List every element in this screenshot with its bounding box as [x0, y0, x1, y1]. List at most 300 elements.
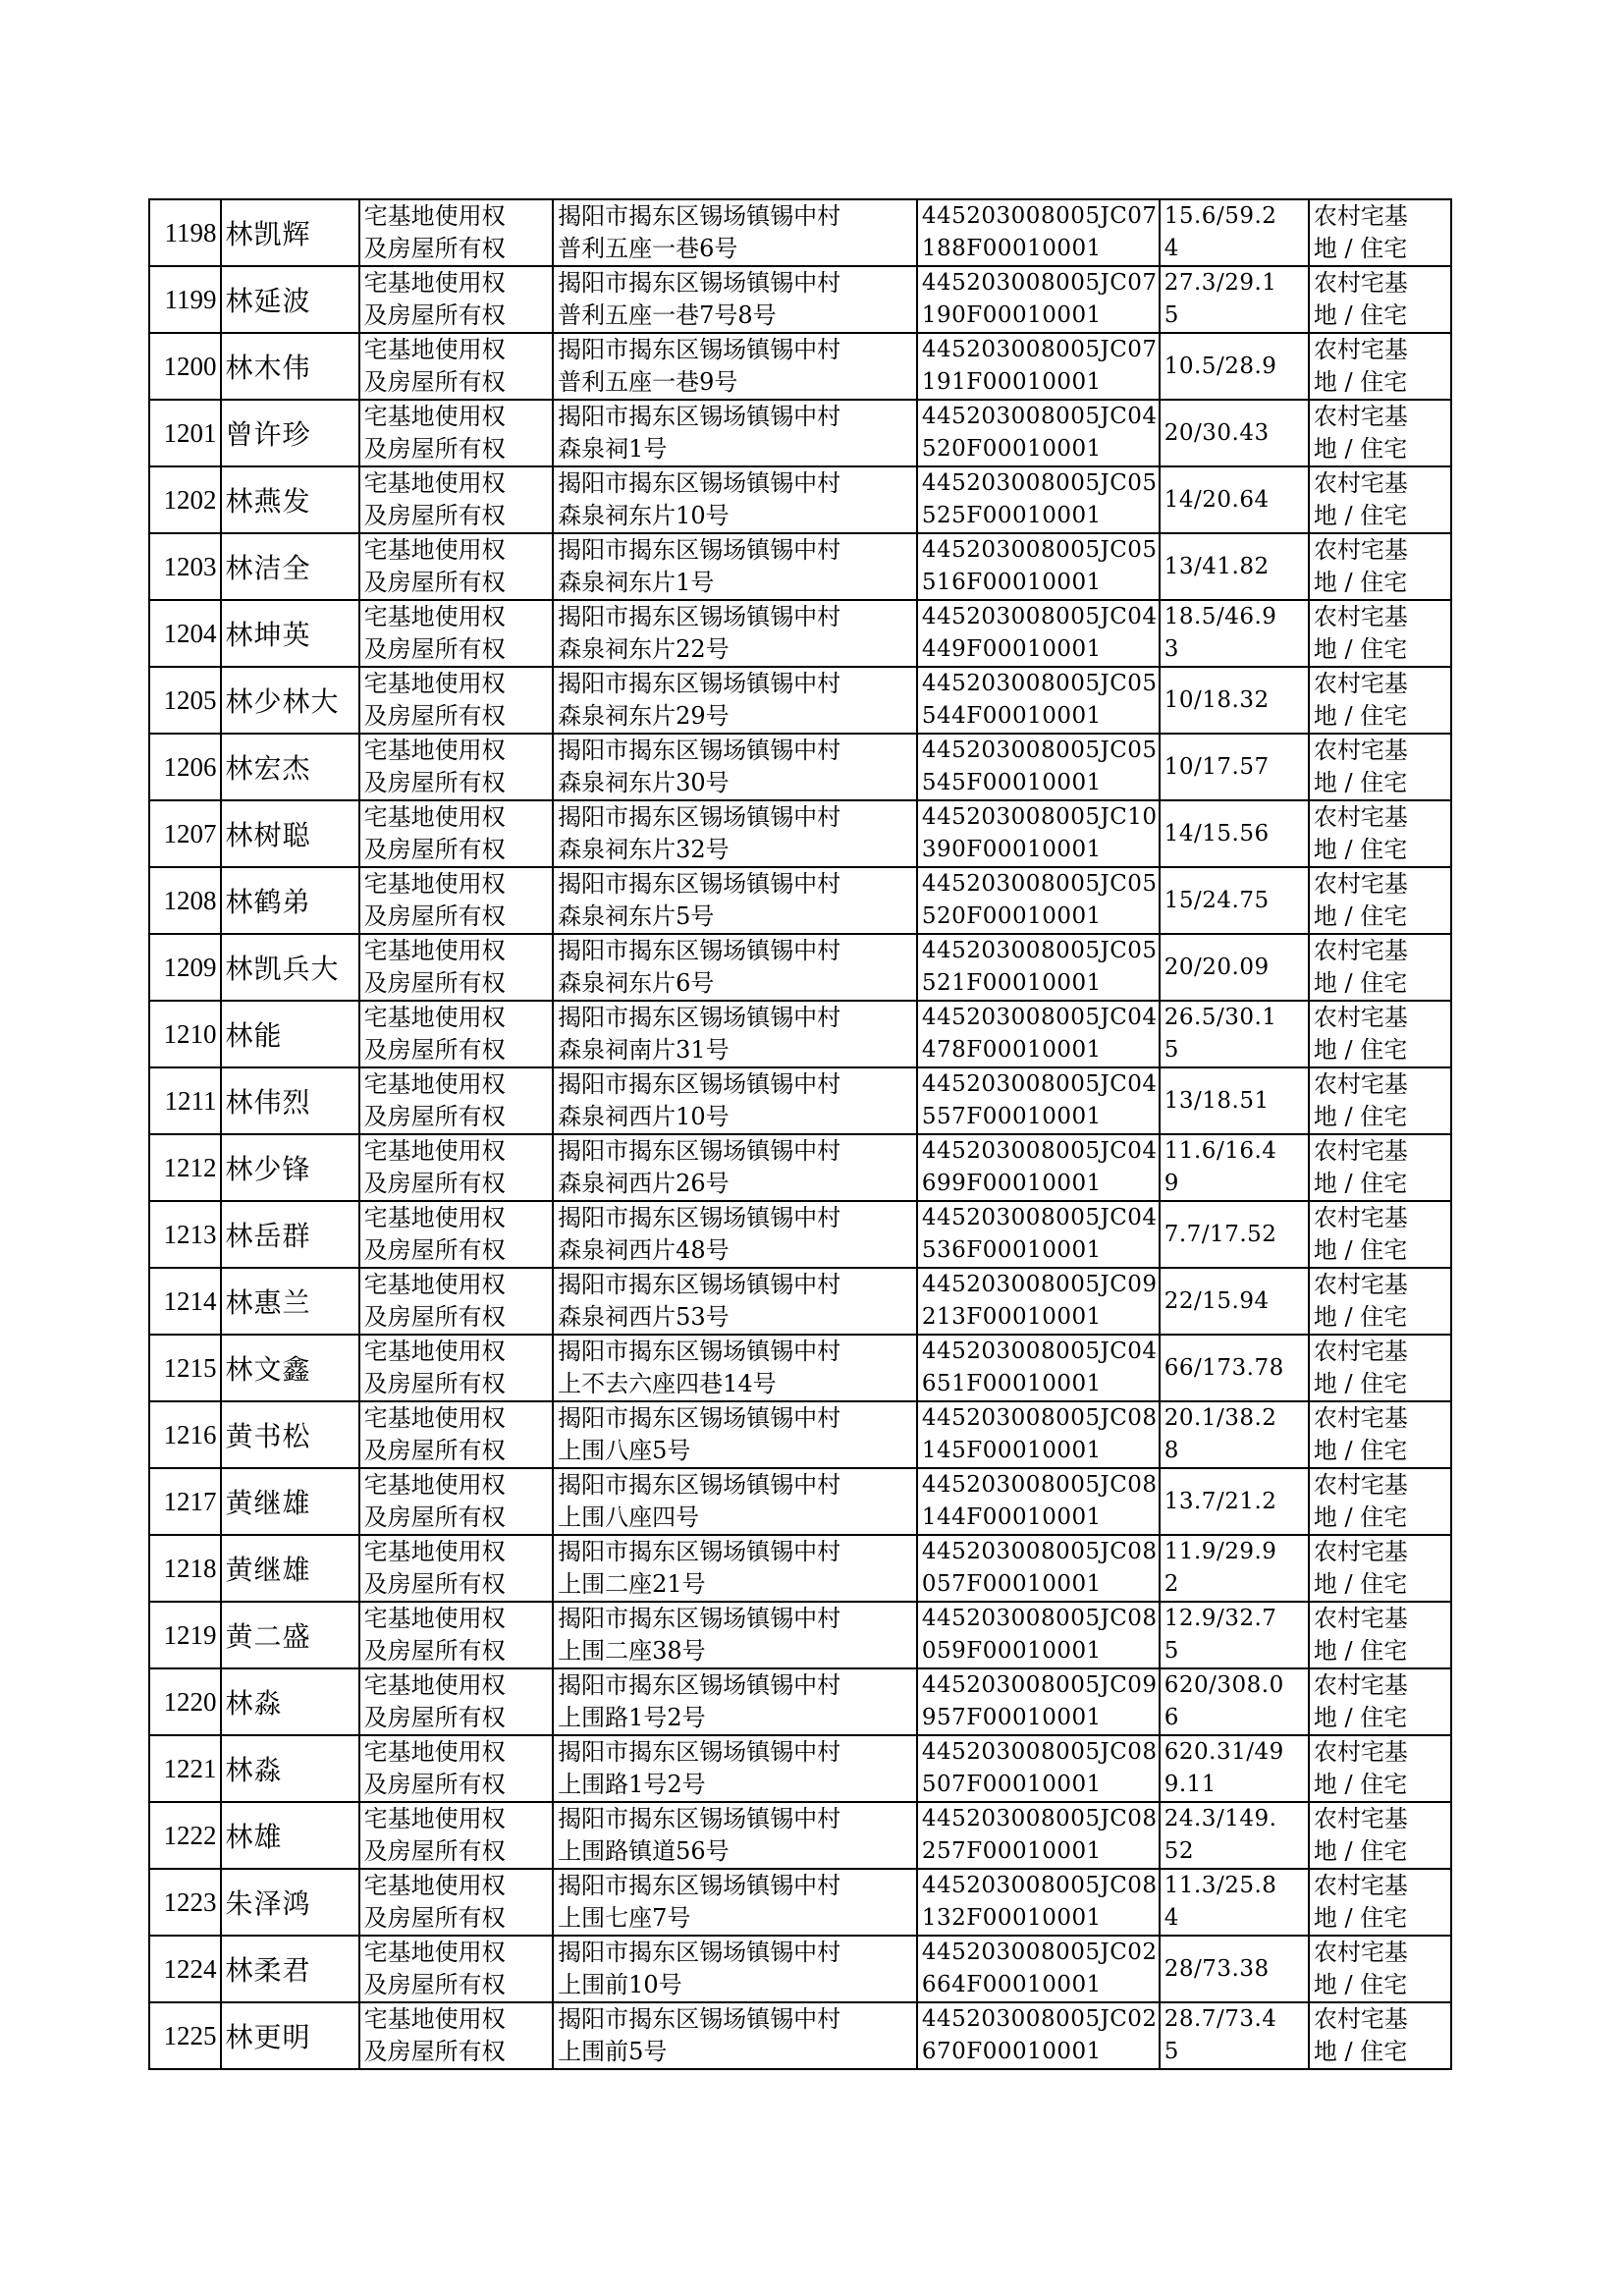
right-type-cell	[359, 2002, 553, 2069]
unit-code-line: 520F00010001	[921, 903, 1102, 929]
right-type-cell	[359, 1468, 553, 1535]
unit-code-cell	[917, 1268, 1160, 1335]
address-line: 揭阳市揭东区锡场镇锡中村	[558, 1137, 841, 1165]
address-line: 揭阳市揭东区锡场镇锡中村	[558, 1805, 841, 1832]
address-line: 森泉祠东片32号	[558, 836, 730, 863]
owner-name-cell: 林能	[221, 1001, 359, 1067]
right-type-line: 及房屋所有权	[363, 1904, 506, 1932]
row-number-cell: 1213	[149, 1201, 221, 1268]
usage-line: 地 / 住宅	[1313, 1437, 1408, 1464]
area-cell	[1160, 934, 1309, 1001]
area-line: 20/30.43	[1164, 419, 1270, 446]
right-type-line: 及房屋所有权	[363, 368, 506, 396]
address-line: 森泉祠东片30号	[558, 769, 730, 796]
usage-cell	[1309, 1401, 1451, 1468]
right-type-line: 及房屋所有权	[363, 1704, 506, 1731]
usage-cell	[1309, 1535, 1451, 1602]
usage-cell	[1309, 1936, 1451, 2002]
right-type-line: 及房屋所有权	[363, 1837, 506, 1865]
right-type-cell	[359, 199, 553, 266]
address-line: 揭阳市揭东区锡场镇锡中村	[558, 269, 841, 297]
owner-name-cell: 林宏杰	[221, 734, 359, 800]
unit-code-line: 445203008005JC05	[921, 871, 1158, 897]
address-cell	[553, 1869, 917, 1936]
unit-code-cell	[917, 667, 1160, 734]
table-row	[149, 734, 1451, 800]
right-type-line: 及房屋所有权	[363, 769, 506, 796]
usage-line: 农村宅基	[1313, 1805, 1408, 1832]
area-line: 10/17.57	[1164, 753, 1270, 780]
right-type-line: 及房屋所有权	[363, 1637, 506, 1665]
right-type-line: 及房屋所有权	[363, 2038, 506, 2065]
right-type-cell	[359, 1201, 553, 1268]
area-cell	[1160, 1735, 1309, 1802]
usage-line: 农村宅基	[1313, 937, 1408, 964]
unit-code-line: 520F00010001	[921, 436, 1102, 462]
address-cell	[553, 1735, 917, 1802]
area-line: 13/18.51	[1164, 1087, 1270, 1114]
usage-line: 地 / 住宅	[1313, 769, 1408, 796]
row-number-cell: 1214	[149, 1268, 221, 1335]
right-type-cell	[359, 1535, 553, 1602]
address-cell	[553, 533, 917, 600]
table-row	[149, 1134, 1451, 1201]
area-line: 14/20.64	[1164, 486, 1270, 513]
right-type-line: 宅基地使用权	[363, 1137, 506, 1165]
area-line: 12.9/32.7	[1164, 1606, 1277, 1631]
owner-name-cell: 林延波	[221, 266, 359, 333]
usage-line: 地 / 住宅	[1313, 1036, 1408, 1064]
right-type-line: 及房屋所有权	[363, 1570, 506, 1598]
address-line: 上围前5号	[558, 2038, 668, 2065]
area-cell	[1160, 1468, 1309, 1535]
right-type-cell	[359, 1869, 553, 1936]
area-line: 20.1/38.2	[1164, 1405, 1277, 1431]
unit-code-cell	[917, 934, 1160, 1001]
address-line: 森泉祠东片29号	[558, 702, 730, 730]
address-line: 揭阳市揭东区锡场镇锡中村	[558, 1070, 841, 1098]
right-type-cell	[359, 1134, 553, 1201]
usage-cell	[1309, 1468, 1451, 1535]
address-cell	[553, 1802, 917, 1869]
area-cell	[1160, 667, 1309, 734]
address-line: 上围八座5号	[558, 1437, 691, 1464]
unit-code-line: 057F00010001	[921, 1571, 1102, 1597]
right-type-line: 宅基地使用权	[363, 1939, 506, 1966]
right-type-cell	[359, 1268, 553, 1335]
usage-line: 农村宅基	[1313, 1872, 1408, 1899]
area-line: 11.9/29.9	[1164, 1539, 1277, 1564]
row-number-cell: 1209	[149, 934, 221, 1001]
area-line: 2	[1164, 1571, 1179, 1597]
unit-code-cell	[917, 800, 1160, 867]
unit-code-line: 445203008005JC05	[921, 671, 1158, 696]
address-cell	[553, 1602, 917, 1668]
address-line: 揭阳市揭东区锡场镇锡中村	[558, 870, 841, 898]
owner-name-cell: 林凯辉	[221, 199, 359, 266]
unit-code-cell	[917, 1468, 1160, 1535]
address-line: 森泉祠南片31号	[558, 1036, 730, 1064]
property-rights-table	[148, 198, 1452, 2070]
right-type-line: 宅基地使用权	[363, 1404, 506, 1432]
owner-name-cell: 黄继雄	[221, 1535, 359, 1602]
owner-name-cell: 林柔君	[221, 1936, 359, 2002]
usage-cell	[1309, 1869, 1451, 1936]
area-cell	[1160, 1668, 1309, 1735]
row-number-cell: 1207	[149, 800, 221, 867]
unit-code-line: 445203008005JC04	[921, 1005, 1158, 1030]
area-cell	[1160, 734, 1309, 800]
area-line: 22/15.94	[1164, 1287, 1270, 1314]
owner-name-cell: 林淼	[221, 1735, 359, 1802]
usage-line: 地 / 住宅	[1313, 1904, 1408, 1932]
address-cell	[553, 466, 917, 533]
address-line: 揭阳市揭东区锡场镇锡中村	[558, 1404, 841, 1432]
right-type-line: 及房屋所有权	[363, 702, 506, 730]
row-number-cell: 1199	[149, 266, 221, 333]
address-line: 上不去六座四巷14号	[558, 1370, 777, 1397]
unit-code-line: 445203008005JC10	[921, 804, 1158, 830]
usage-cell	[1309, 934, 1451, 1001]
right-type-line: 及房屋所有权	[363, 1437, 506, 1464]
usage-line: 地 / 住宅	[1313, 1771, 1408, 1798]
usage-line: 地 / 住宅	[1313, 1570, 1408, 1598]
row-number-cell: 1222	[149, 1802, 221, 1869]
unit-code-cell	[917, 199, 1160, 266]
unit-code-line: 516F00010001	[921, 570, 1102, 595]
address-line: 揭阳市揭东区锡场镇锡中村	[558, 202, 841, 230]
usage-line: 地 / 住宅	[1313, 1637, 1408, 1665]
area-cell	[1160, 600, 1309, 667]
area-line: 18.5/46.9	[1164, 604, 1277, 629]
area-cell	[1160, 1134, 1309, 1201]
owner-name-cell: 林伟烈	[221, 1067, 359, 1134]
address-cell	[553, 333, 917, 400]
unit-code-cell	[917, 266, 1160, 333]
unit-code-cell	[917, 1535, 1160, 1602]
unit-code-line: 445203008005JC07	[921, 270, 1158, 296]
table-row	[149, 1067, 1451, 1134]
address-cell	[553, 1201, 917, 1268]
address-line: 揭阳市揭东区锡场镇锡中村	[558, 1271, 841, 1298]
right-type-line: 宅基地使用权	[363, 1605, 506, 1632]
unit-code-cell	[917, 1802, 1160, 1869]
address-line: 上围七座7号	[558, 1904, 691, 1932]
unit-code-line: 445203008005JC04	[921, 1071, 1158, 1097]
address-line: 上围八座四号	[558, 1503, 700, 1531]
row-number-cell: 1221	[149, 1735, 221, 1802]
address-cell	[553, 1401, 917, 1468]
usage-cell	[1309, 1201, 1451, 1268]
unit-code-cell	[917, 1668, 1160, 1735]
right-type-line: 宅基地使用权	[363, 1538, 506, 1565]
usage-cell	[1309, 2002, 1451, 2069]
table-row	[149, 1335, 1451, 1401]
address-line: 森泉祠东片22号	[558, 635, 730, 663]
area-line: 26.5/30.1	[1164, 1005, 1277, 1030]
right-type-cell	[359, 1936, 553, 2002]
table-row	[149, 199, 1451, 266]
owner-name-cell: 林少锋	[221, 1134, 359, 1201]
area-line: 5	[1164, 302, 1179, 328]
unit-code-line: 536F00010001	[921, 1237, 1102, 1263]
address-line: 普利五座一巷9号	[558, 368, 738, 396]
address-line: 揭阳市揭东区锡场镇锡中村	[558, 1605, 841, 1632]
usage-cell	[1309, 1268, 1451, 1335]
usage-cell	[1309, 1001, 1451, 1067]
row-number-cell: 1219	[149, 1602, 221, 1668]
address-line: 上围前10号	[558, 1971, 682, 1998]
owner-name-cell: 林岳群	[221, 1201, 359, 1268]
usage-line: 农村宅基	[1313, 336, 1408, 363]
table-row	[149, 1468, 1451, 1535]
usage-line: 农村宅基	[1313, 1738, 1408, 1766]
address-line: 揭阳市揭东区锡场镇锡中村	[558, 1939, 841, 1966]
owner-name-cell: 曾许珍	[221, 400, 359, 466]
usage-line: 农村宅基	[1313, 1538, 1408, 1565]
usage-line: 农村宅基	[1313, 1004, 1408, 1031]
unit-code-cell	[917, 1134, 1160, 1201]
owner-name-cell: 黄书松	[221, 1401, 359, 1468]
right-type-line: 及房屋所有权	[363, 435, 506, 463]
owner-name-cell: 林淼	[221, 1668, 359, 1735]
owner-name-cell: 林坤英	[221, 600, 359, 667]
right-type-line: 及房屋所有权	[363, 301, 506, 329]
address-cell	[553, 400, 917, 466]
area-line: 8	[1164, 1438, 1179, 1463]
usage-line: 农村宅基	[1313, 1338, 1408, 1365]
owner-name-cell: 黄继雄	[221, 1468, 359, 1535]
area-cell	[1160, 533, 1309, 600]
right-type-cell	[359, 734, 553, 800]
area-line: 13/41.82	[1164, 553, 1270, 579]
usage-line: 地 / 住宅	[1313, 1236, 1408, 1264]
unit-code-line: 445203008005JC05	[921, 470, 1158, 496]
unit-code-cell	[917, 400, 1160, 466]
row-number-cell: 1211	[149, 1067, 221, 1134]
unit-code-line: 445203008005JC02	[921, 1940, 1158, 1965]
area-line: 4	[1164, 236, 1179, 261]
unit-code-line: 445203008005JC09	[921, 1672, 1158, 1698]
unit-code-line: 445203008005JC04	[921, 604, 1158, 629]
usage-line: 农村宅基	[1313, 469, 1408, 497]
row-number-cell: 1202	[149, 466, 221, 533]
unit-code-cell	[917, 1401, 1160, 1468]
address-cell	[553, 1535, 917, 1602]
area-cell	[1160, 1201, 1309, 1268]
usage-cell	[1309, 199, 1451, 266]
usage-line: 农村宅基	[1313, 1605, 1408, 1632]
area-cell	[1160, 1335, 1309, 1401]
table-row	[149, 533, 1451, 600]
right-type-line: 及房屋所有权	[363, 1236, 506, 1264]
area-line: 5	[1164, 1638, 1179, 1664]
table-row	[149, 1201, 1451, 1268]
right-type-line: 宅基地使用权	[363, 1471, 506, 1499]
table-row	[149, 867, 1451, 934]
right-type-cell	[359, 1335, 553, 1401]
usage-line: 地 / 住宅	[1313, 969, 1408, 997]
area-cell	[1160, 1802, 1309, 1869]
right-type-line: 宅基地使用权	[363, 1070, 506, 1098]
usage-line: 农村宅基	[1313, 1671, 1408, 1699]
address-cell	[553, 199, 917, 266]
usage-line: 农村宅基	[1313, 403, 1408, 430]
right-type-line: 宅基地使用权	[363, 937, 506, 964]
right-type-line: 及房屋所有权	[363, 1103, 506, 1130]
area-line: 620/308.0	[1164, 1672, 1284, 1698]
owner-name-cell: 黄二盛	[221, 1602, 359, 1668]
usage-cell	[1309, 1602, 1451, 1668]
address-cell	[553, 1936, 917, 2002]
address-cell	[553, 266, 917, 333]
unit-code-line: 670F00010001	[921, 2039, 1102, 2064]
address-line: 揭阳市揭东区锡场镇锡中村	[558, 1471, 841, 1499]
area-line: 28/73.38	[1164, 1955, 1270, 1982]
right-type-line: 及房屋所有权	[363, 569, 506, 596]
unit-code-line: 478F00010001	[921, 1037, 1102, 1063]
usage-cell	[1309, 266, 1451, 333]
right-type-cell	[359, 333, 553, 400]
right-type-cell	[359, 1001, 553, 1067]
table-row	[149, 1268, 1451, 1335]
usage-line: 农村宅基	[1313, 803, 1408, 831]
unit-code-line: 699F00010001	[921, 1171, 1102, 1196]
address-line: 普利五座一巷6号	[558, 235, 738, 262]
unit-code-line: 188F00010001	[921, 236, 1102, 261]
right-type-line: 及房屋所有权	[363, 969, 506, 997]
address-cell	[553, 2002, 917, 2069]
owner-name-cell: 林雄	[221, 1802, 359, 1869]
right-type-line: 宅基地使用权	[363, 336, 506, 363]
unit-code-line: 257F00010001	[921, 1838, 1102, 1864]
table-row	[149, 400, 1451, 466]
address-line: 揭阳市揭东区锡场镇锡中村	[558, 1538, 841, 1565]
right-type-line: 及房屋所有权	[363, 836, 506, 863]
right-type-cell	[359, 466, 553, 533]
unit-code-line: 445203008005JC08	[921, 1873, 1158, 1898]
right-type-line: 及房屋所有权	[363, 1370, 506, 1397]
area-line: 11.6/16.4	[1164, 1138, 1277, 1164]
usage-line: 地 / 住宅	[1313, 368, 1408, 396]
area-cell	[1160, 1602, 1309, 1668]
area-line: 9	[1164, 1171, 1179, 1196]
unit-code-line: 059F00010001	[921, 1638, 1102, 1664]
usage-line: 农村宅基	[1313, 1137, 1408, 1165]
owner-name-cell: 林树聪	[221, 800, 359, 867]
area-line: 14/15.56	[1164, 820, 1270, 847]
right-type-line: 宅基地使用权	[363, 2005, 506, 2033]
address-cell	[553, 1134, 917, 1201]
usage-line: 地 / 住宅	[1313, 635, 1408, 663]
usage-line: 农村宅基	[1313, 1204, 1408, 1231]
address-line: 普利五座一巷7号8号	[558, 301, 777, 329]
row-number-cell: 1223	[149, 1869, 221, 1936]
unit-code-line: 445203008005JC08	[921, 1606, 1158, 1631]
area-line: 5	[1164, 1037, 1179, 1063]
right-type-cell	[359, 1602, 553, 1668]
right-type-line: 及房屋所有权	[363, 1303, 506, 1331]
usage-cell	[1309, 734, 1451, 800]
unit-code-cell	[917, 1001, 1160, 1067]
area-cell	[1160, 2002, 1309, 2069]
right-type-cell	[359, 1668, 553, 1735]
usage-line: 农村宅基	[1313, 202, 1408, 230]
usage-line: 地 / 住宅	[1313, 1704, 1408, 1731]
right-type-line: 及房屋所有权	[363, 1503, 506, 1531]
table-row	[149, 1602, 1451, 1668]
unit-code-line: 957F00010001	[921, 1705, 1102, 1730]
unit-code-cell	[917, 1602, 1160, 1668]
address-cell	[553, 600, 917, 667]
usage-line: 地 / 住宅	[1313, 2038, 1408, 2065]
owner-name-cell: 林木伟	[221, 333, 359, 400]
address-line: 揭阳市揭东区锡场镇锡中村	[558, 603, 841, 630]
address-line: 上围路镇道56号	[558, 1837, 730, 1865]
usage-cell	[1309, 600, 1451, 667]
area-cell	[1160, 1535, 1309, 1602]
owner-name-cell: 林燕发	[221, 466, 359, 533]
row-number-cell: 1203	[149, 533, 221, 600]
area-cell	[1160, 1401, 1309, 1468]
address-line: 揭阳市揭东区锡场镇锡中村	[558, 2005, 841, 2033]
right-type-line: 宅基地使用权	[363, 1872, 506, 1899]
table-row	[149, 1001, 1451, 1067]
address-line: 揭阳市揭东区锡场镇锡中村	[558, 403, 841, 430]
owner-name-cell: 林文鑫	[221, 1335, 359, 1401]
address-line: 揭阳市揭东区锡场镇锡中村	[558, 336, 841, 363]
usage-cell	[1309, 1335, 1451, 1401]
row-number-cell: 1204	[149, 600, 221, 667]
owner-name-cell: 朱泽鸿	[221, 1869, 359, 1936]
right-type-line: 宅基地使用权	[363, 870, 506, 898]
unit-code-line: 190F00010001	[921, 302, 1102, 328]
right-type-line: 及房屋所有权	[363, 902, 506, 930]
address-cell	[553, 800, 917, 867]
unit-code-line: 445203008005JC08	[921, 1405, 1158, 1431]
right-type-line: 宅基地使用权	[363, 1671, 506, 1699]
usage-cell	[1309, 533, 1451, 600]
address-line: 揭阳市揭东区锡场镇锡中村	[558, 1204, 841, 1231]
right-type-cell	[359, 1802, 553, 1869]
unit-code-line: 445203008005JC08	[921, 1539, 1158, 1564]
usage-cell	[1309, 1067, 1451, 1134]
address-cell	[553, 1468, 917, 1535]
area-cell	[1160, 1268, 1309, 1335]
unit-code-line: 445203008005JC04	[921, 1205, 1158, 1230]
area-line: 20/20.09	[1164, 954, 1270, 980]
right-type-line: 宅基地使用权	[363, 1204, 506, 1231]
unit-code-line: 445203008005JC08	[921, 1472, 1158, 1498]
area-cell	[1160, 1869, 1309, 1936]
row-number-cell: 1217	[149, 1468, 221, 1535]
unit-code-line: 557F00010001	[921, 1104, 1102, 1129]
usage-cell	[1309, 466, 1451, 533]
address-line: 上围路1号2号	[558, 1771, 706, 1798]
unit-code-cell	[917, 333, 1160, 400]
usage-line: 农村宅基	[1313, 870, 1408, 898]
area-line: 15/24.75	[1164, 887, 1270, 913]
table-body	[149, 199, 1451, 2069]
area-line: 52	[1164, 1838, 1195, 1864]
address-line: 森泉祠西片48号	[558, 1236, 730, 1264]
row-number-cell: 1218	[149, 1535, 221, 1602]
address-line: 揭阳市揭东区锡场镇锡中村	[558, 1671, 841, 1699]
usage-line: 农村宅基	[1313, 603, 1408, 630]
area-cell	[1160, 400, 1309, 466]
address-line: 揭阳市揭东区锡场镇锡中村	[558, 670, 841, 697]
row-number-cell: 1216	[149, 1401, 221, 1468]
